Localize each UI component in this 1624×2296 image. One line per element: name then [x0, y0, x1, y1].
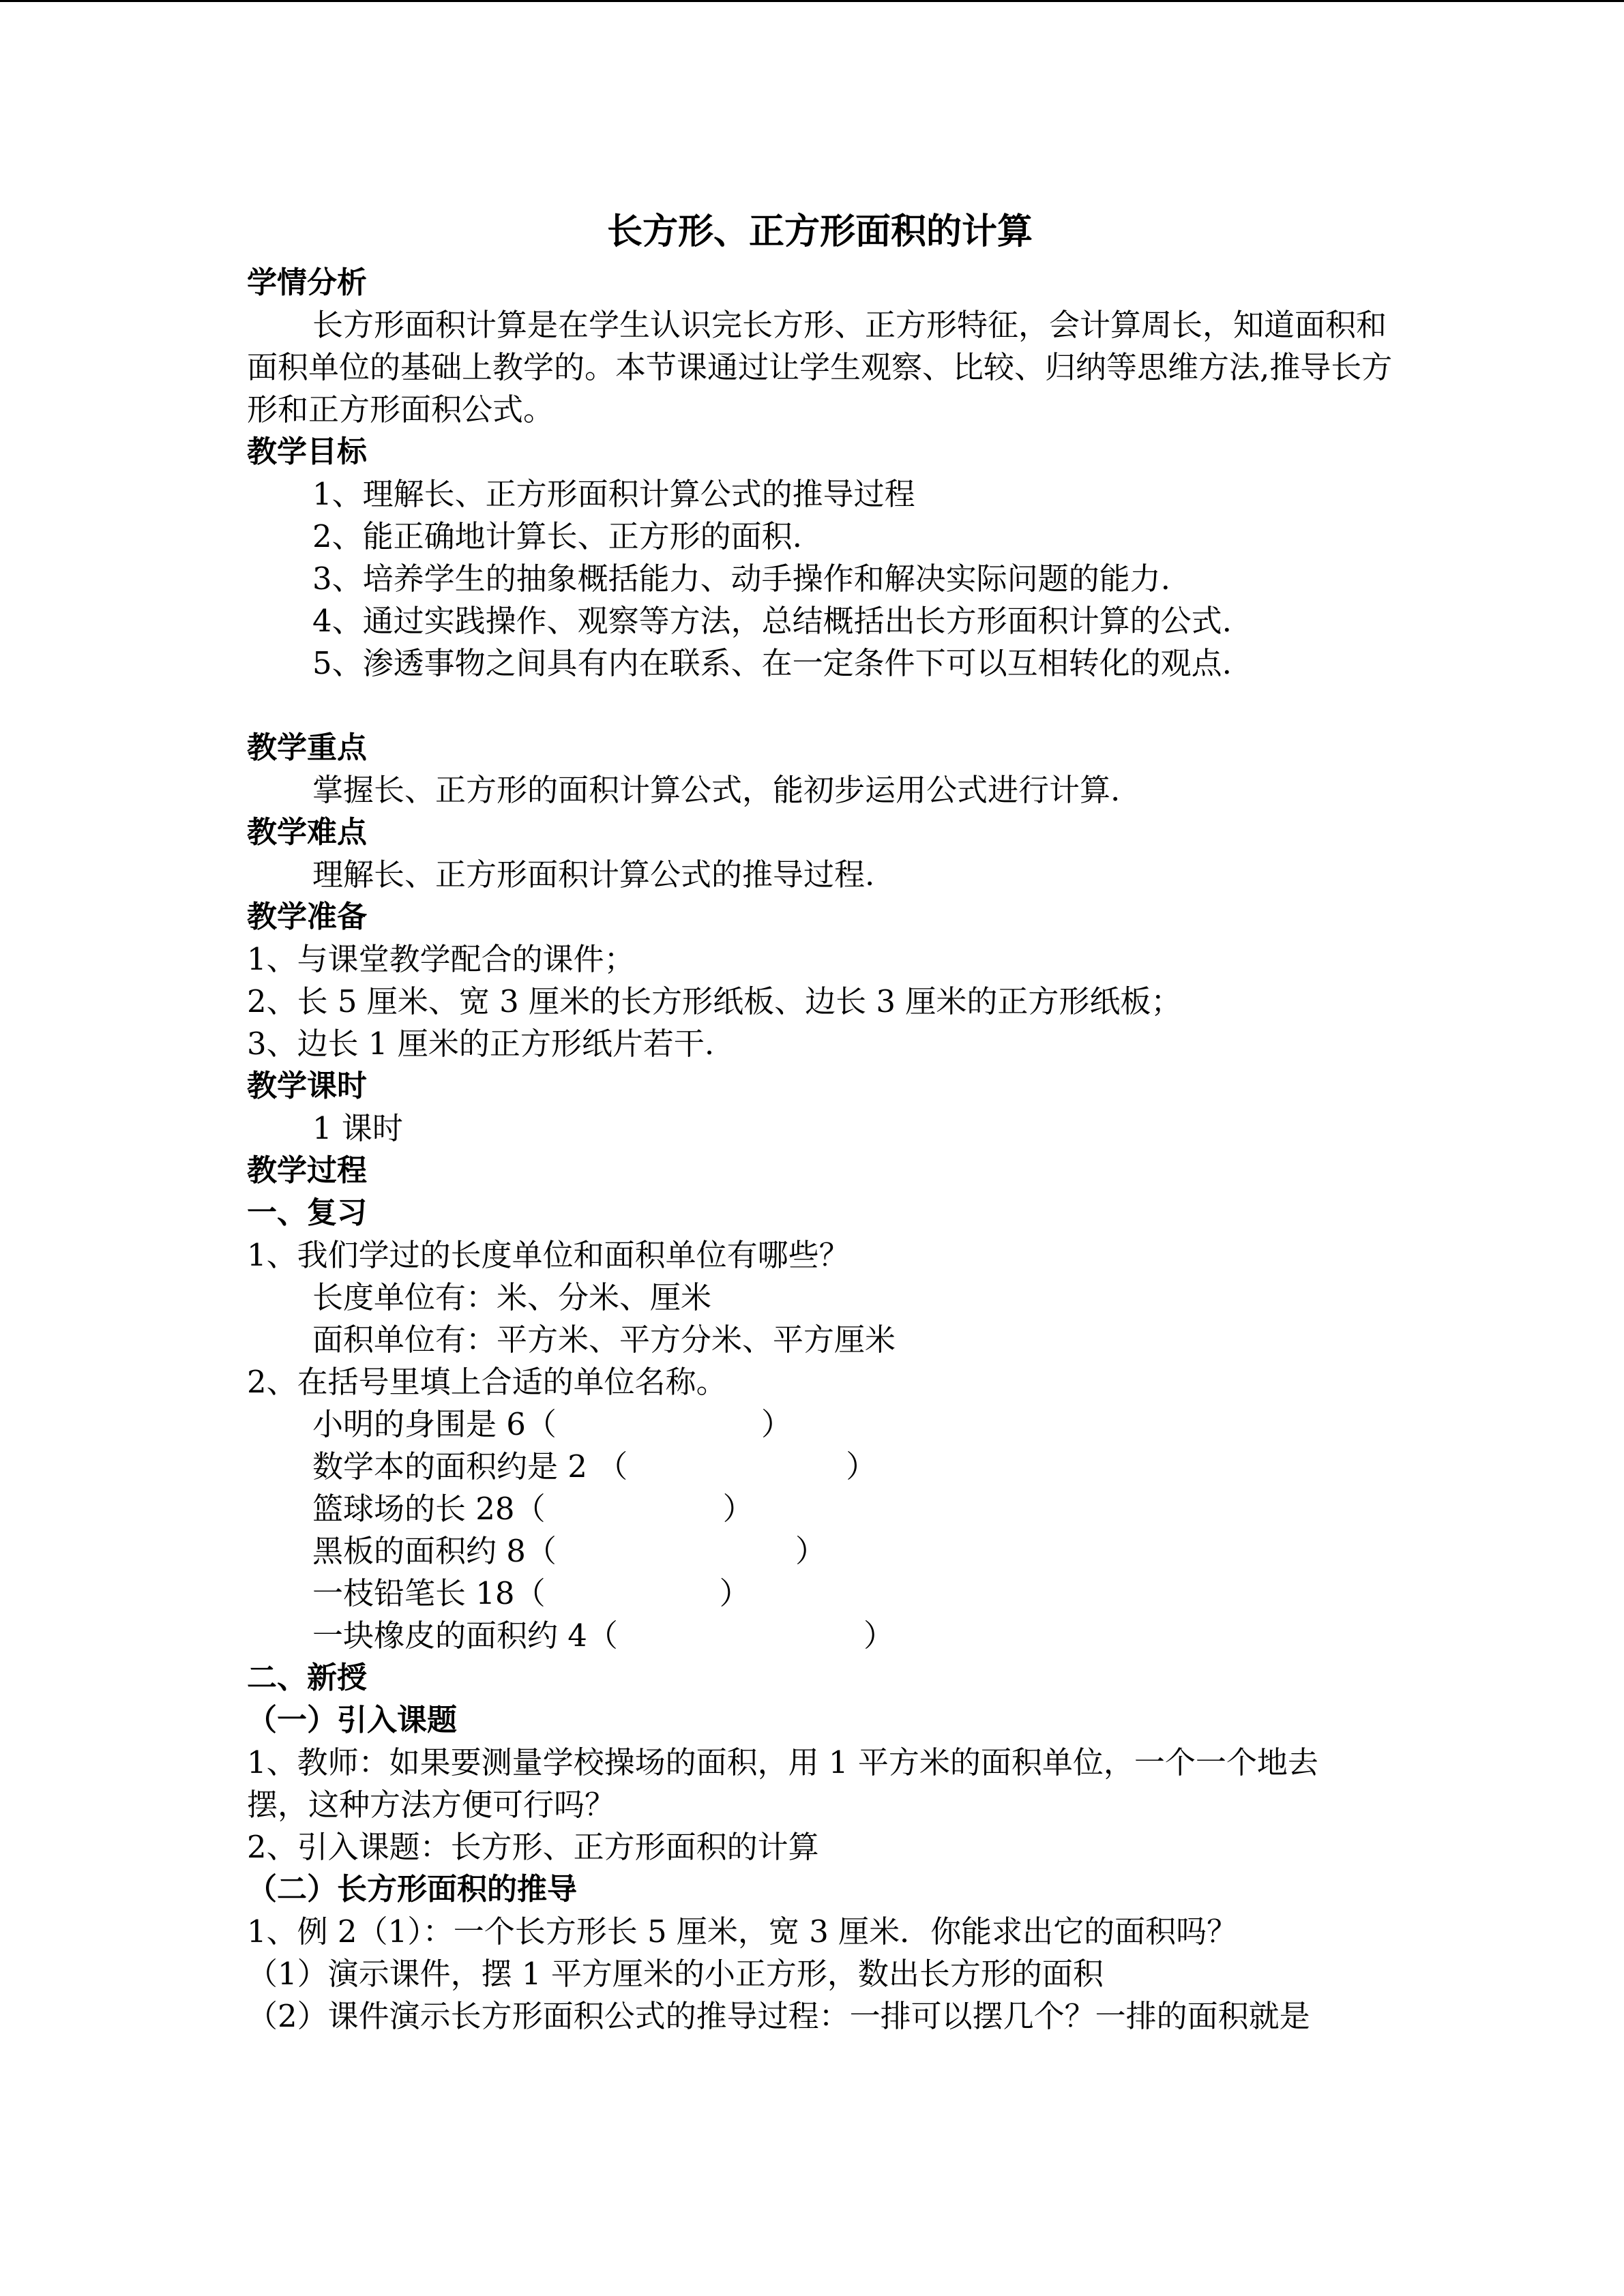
review-question-1: 1、我们学过的长度单位和面积单位有哪些？ — [247, 1237, 850, 1273]
fill-blank-item — [247, 1446, 1393, 1488]
page-title: 长方形、正方形面积的计算 — [606, 211, 1033, 252]
fill-blank-item — [247, 1403, 1393, 1446]
review-answer-area: 面积单位有：平方米、平方分米、平方厘米 — [312, 1322, 896, 1358]
fill-blank-suffix: ） — [795, 1533, 826, 1569]
fill-blank-suffix: ） — [846, 1448, 877, 1485]
review-question-2: 2、在括号里填上合适的单位名称。 — [247, 1364, 727, 1400]
fill-blank-prefix: 一枝铅笔长 18（ — [312, 1575, 546, 1611]
fill-blank-suffix: ） — [761, 1406, 792, 1442]
analysis-paragraph: 长方形面积计算是在学生认识完长方形、正方形特征，会计算周长，知道面积和面积单位的基础上教学的。本节课通过让学生观察、比较、归纳等思维方法,推导长方形和正方形面积公式。 — [247, 307, 1393, 428]
fill-blank-prefix: 小明的身围是 6（ — [312, 1406, 557, 1442]
fill-blank-suffix: ） — [722, 1491, 754, 1527]
fill-blank-prefix: 一块橡皮的面积约 4（ — [312, 1617, 618, 1654]
fill-blank-item — [247, 1615, 1393, 1657]
objective-item: 5、渗透事物之间具有内在联系、在一定条件下可以互相转化的观点. — [312, 645, 1232, 681]
heading-preparation: 教学准备 — [247, 899, 367, 934]
fill-blank-prefix: 篮球场的长 28（ — [312, 1491, 546, 1527]
spacer — [247, 685, 1393, 727]
subheading-introduce: （一）引入课题 — [247, 1703, 457, 1738]
new-lesson-line: 2、引入课题：长方形、正方形面积的计算 — [247, 1829, 819, 1865]
objective-item: 1、理解长、正方形面积计算公式的推导过程 — [312, 476, 915, 512]
new-lesson-line: 1、例 2（1）：一个长方形长 5 厘米，宽 3 厘米．你能求出它的面积吗？ — [247, 1913, 1238, 1950]
new-lesson-line: 摆，这种方法方便可行吗？ — [247, 1787, 616, 1823]
fill-blank-suffix: ） — [863, 1617, 894, 1654]
review-answer-length: 长度单位有：米、分米、厘米 — [312, 1279, 712, 1315]
key-points-text: 掌握长、正方形的面积计算公式，能初步运用公式进行计算. — [312, 772, 1121, 808]
heading-difficulties: 教学难点 — [247, 815, 367, 850]
difficulties-text: 理解长、正方形面积计算公式的推导过程. — [312, 856, 875, 893]
heading-objectives: 教学目标 — [247, 434, 367, 469]
fill-blank-item — [247, 1530, 1393, 1572]
preparation-item: 2、长 5 厘米、宽 3 厘米的长方形纸板、边长 3 厘米的正方形纸板； — [247, 983, 1182, 1019]
new-lesson-line: （2）课件演示长方形面积公式的推导过程：一排可以摆几个？一排的面积就是 — [247, 1998, 1310, 2034]
fill-blank-suffix: ） — [719, 1575, 750, 1611]
fill-blank-item — [247, 1488, 1393, 1530]
top-border — [0, 0, 1624, 2]
heading-analysis: 学情分析 — [247, 265, 367, 300]
preparation-item: 1、与课堂教学配合的课件； — [247, 941, 635, 977]
objective-item: 3、培养学生的抽象概括能力、动手操作和解决实际问题的能力. — [312, 561, 1170, 597]
fill-blank-item — [247, 1572, 1393, 1615]
heading-class-hours: 教学课时 — [247, 1069, 367, 1103]
fill-blank-prefix: 黑板的面积约 8（ — [312, 1533, 557, 1569]
class-hours-text: 1 课时 — [312, 1110, 403, 1146]
preparation-item: 3、边长 1 厘米的正方形纸片若干. — [247, 1026, 715, 1062]
objective-item: 4、通过实践操作、观察等方法，总结概括出长方形面积计算的公式. — [312, 603, 1232, 639]
heading-key-points: 教学重点 — [247, 730, 367, 765]
heading-review: 一、复习 — [247, 1195, 367, 1230]
fill-blank-prefix: 数学本的面积约是 2 （ — [312, 1448, 628, 1485]
heading-process: 教学过程 — [247, 1153, 367, 1188]
heading-new-lesson: 二、新授 — [247, 1660, 367, 1695]
new-lesson-line: 1、教师：如果要测量学校操场的面积，用 1 平方米的面积单位，一个一个地去 — [247, 1744, 1318, 1780]
objective-item: 2、能正确地计算长、正方形的面积. — [312, 518, 802, 554]
new-lesson-line: （1）演示课件，摆 1 平方厘米的小正方形，数出长方形的面积 — [247, 1956, 1104, 1992]
subheading-derivation: （二）长方形面积的推导 — [247, 1872, 577, 1907]
document-page — [247, 205, 1393, 2038]
